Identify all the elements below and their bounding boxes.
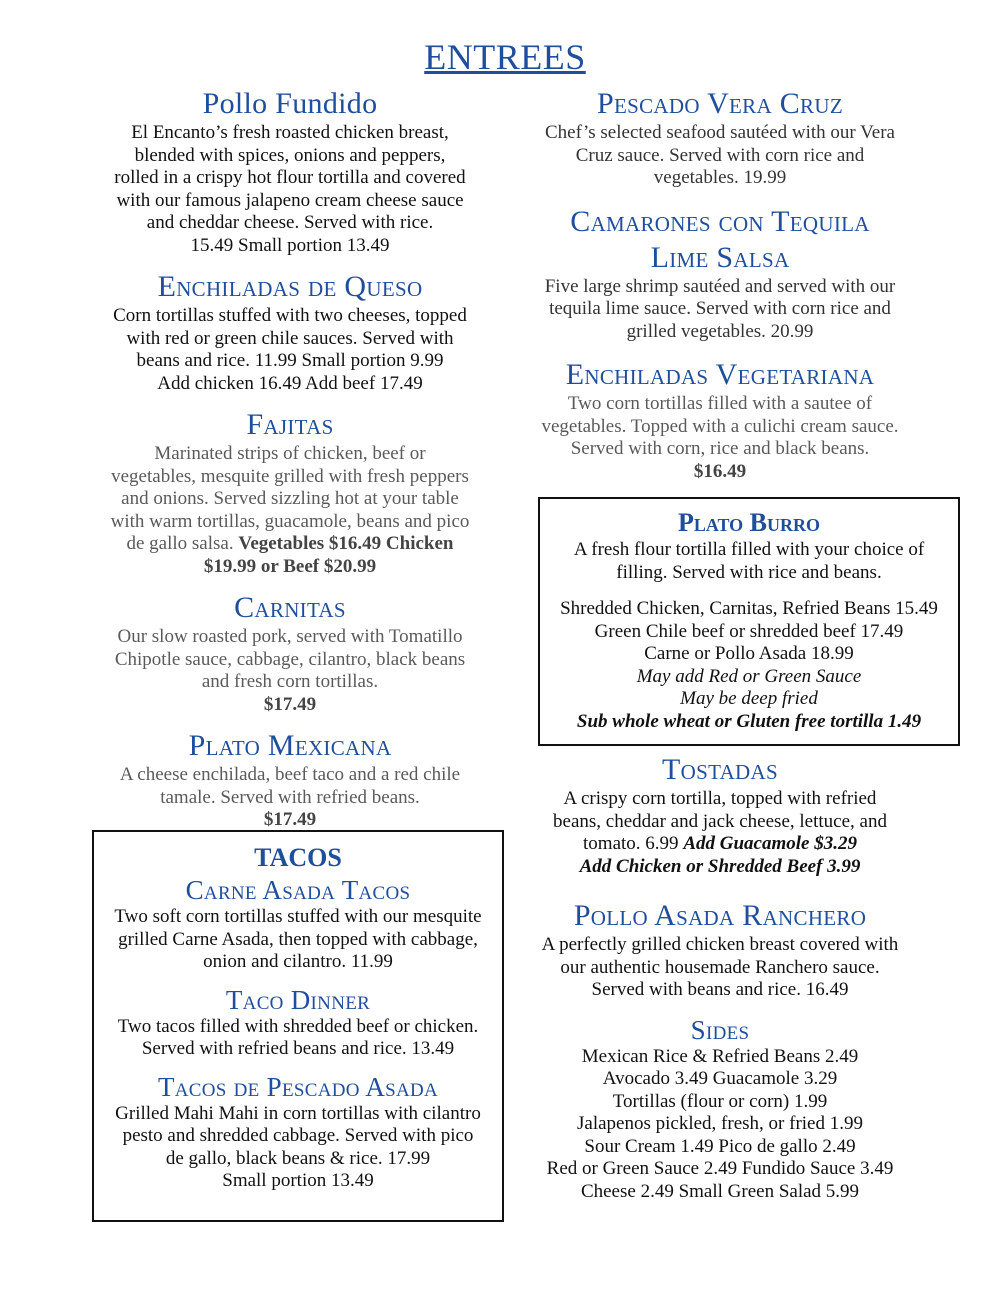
item-title: Enchiladas Vegetariana bbox=[565, 358, 875, 391]
item-pollo-asada-ranchero bbox=[530, 898, 910, 1002]
plato-burro-options: Shredded Chicken, Carnitas, Refried Beans 15.49 Green Chile beef or shredded beef 17.49 Carne or Pollo Asada 18.99 May add Red or Green Sauce May be deep fried Sub whole wheat or Gluten free tortilla 1.49 bbox=[560, 598, 938, 732]
item-camarones-con-tequila bbox=[530, 204, 910, 344]
item-pescado-vera-cruz bbox=[530, 86, 910, 190]
item-description: Five large shrimp sautéed and served with our tequila lime sauce. Served with corn rice and grilled vegetables. 20.99 bbox=[544, 275, 896, 342]
item-description: A perfectly grilled chicken breast covered with our authentic housemade Ranchero sauce. Served with beans and rice. 16.49 bbox=[541, 934, 899, 1000]
item-sides bbox=[530, 1014, 910, 1204]
item-taco-dinner bbox=[94, 984, 502, 1061]
plato-burro-heading: Plato Burro bbox=[677, 508, 821, 537]
item-title: Tacos de Pescado Asada bbox=[157, 1071, 439, 1102]
plato-burro-box bbox=[538, 497, 960, 746]
item-title: Carnitas bbox=[234, 591, 346, 624]
item-tostadas bbox=[530, 752, 910, 878]
page-title: ENTREES bbox=[424, 37, 586, 77]
price-text: $17.49 bbox=[263, 809, 317, 830]
item-title: Camarones con Tequila Lime Salsa bbox=[570, 204, 870, 274]
item-plato-mexicana bbox=[90, 728, 490, 832]
item-description: Marinated strips of chicken, beef or vegetables, mesquite grilled with fresh peppers and onions. Served sizzling hot at your table with warm tortillas, guacamole, beans and pico de gallo salsa. Vegetables $16.49 Chicken $19.99 or Beef $20.99 bbox=[110, 443, 470, 577]
item-pollo-fundido bbox=[90, 86, 490, 257]
item-description: Two corn tortillas filled with a sautee of vegetables. Topped with a culichi cream sauce. Served with corn, rice and black beans. $16.49 bbox=[541, 393, 899, 482]
tacos-heading: TACOS bbox=[254, 843, 342, 872]
price-text: $17.49 bbox=[263, 693, 317, 715]
tacos-box bbox=[92, 830, 504, 1222]
item-title: Pescado Vera Cruz bbox=[597, 87, 843, 120]
price-text: $16.49 bbox=[693, 460, 747, 482]
item-title: Tostadas bbox=[662, 753, 778, 786]
item-title: Fajitas bbox=[246, 408, 334, 441]
item-description: Two soft corn tortillas stuffed with our mesquite grilled Carne Asada, then topped with cabbage, onion and cilantro. 11.99 bbox=[114, 906, 482, 972]
price-text: Vegetables $16.49 Chicken bbox=[238, 533, 454, 554]
item-description: Two tacos filled with shredded beef or chicken. Served with refried beans and rice. 13.49 bbox=[117, 1015, 479, 1059]
price-text: $19.99 or Beef $20.99 bbox=[203, 555, 377, 577]
item-description: El Encanto’s fresh roasted chicken breast, blended with spices, onions and peppers, rolled in a crispy hot flour tortilla and covered with our famous jalapeno cream cheese sauce and cheddar cheese. Served with rice. 15.49 Small portion 13.49 bbox=[114, 122, 466, 256]
item-enchiladas-de-queso bbox=[90, 269, 490, 395]
item-fajitas bbox=[90, 407, 490, 578]
plato-burro-tortilla-note: Sub whole wheat or Gluten free tortilla 1.49 bbox=[576, 710, 922, 732]
item-description: Grilled Mahi Mahi in corn tortillas with cilantro pesto and shredded cabbage. Served with pico de gallo, black beans & rice. 17.99 Small portion 13.49 bbox=[115, 1102, 481, 1191]
right-column bbox=[530, 86, 910, 483]
item-title: Pollo Fundido bbox=[202, 87, 378, 120]
item-title: Enchiladas de Queso bbox=[157, 270, 423, 303]
item-enchiladas-vegetariana bbox=[530, 357, 910, 483]
item-description: Chef’s selected seafood sautéed with our Vera Cruz sauce. Served with corn rice and vegetables. 19.99 bbox=[545, 122, 895, 188]
right-column-lower bbox=[530, 752, 910, 1203]
item-title: Carne Asada Tacos bbox=[185, 875, 411, 905]
item-title: Taco Dinner bbox=[225, 984, 371, 1015]
item-carne-asada-tacos bbox=[94, 874, 502, 974]
item-description: A cheese enchilada, beef taco and a red chile tamale. Served with refried beans. $17.49 bbox=[119, 764, 461, 830]
item-tacos-de-pescado-asada bbox=[94, 1071, 502, 1193]
item-title: Sides bbox=[690, 1014, 750, 1045]
item-description: A crispy corn tortilla, topped with refried beans, cheddar and jack cheese, lettuce, and tomato. 6.99 Add Guacamole $3.29 Add Chicken or Shredded Beef 3.99 bbox=[553, 788, 887, 877]
item-description: Our slow roasted pork, served with Tomatillo Chipotle sauce, cabbage, cilantro, black beans and fresh corn tortillas. $17.49 bbox=[114, 626, 466, 715]
item-carnitas bbox=[90, 590, 490, 716]
item-title: Pollo Asada Ranchero bbox=[573, 899, 867, 932]
plato-burro-intro: A fresh flour tortilla filled with your choice of filling. Served with rice and beans. bbox=[573, 539, 925, 583]
sides-list: Mexican Rice & Refried Beans 2.49 Avocado 3.49 Guacamole 3.29 Tortillas (flour or corn) 1.99 Jalapenos pickled, fresh, or fried 1.99 Sour Cream 1.49 Pico de gallo 2.49 Red or Green Sauce 2.49 Fundido Sauce 3.49 Cheese 2.49 Small Green Salad 5.99 bbox=[546, 1045, 894, 1202]
item-title: Plato Mexicana bbox=[188, 729, 392, 762]
item-description: Corn tortillas stuffed with two cheeses, topped with red or green chile sauces. Served with beans and rice. 11.99 Small portion 9.99 Add chicken 16.49 Add beef 17.49 bbox=[113, 305, 467, 394]
left-column bbox=[90, 86, 490, 832]
